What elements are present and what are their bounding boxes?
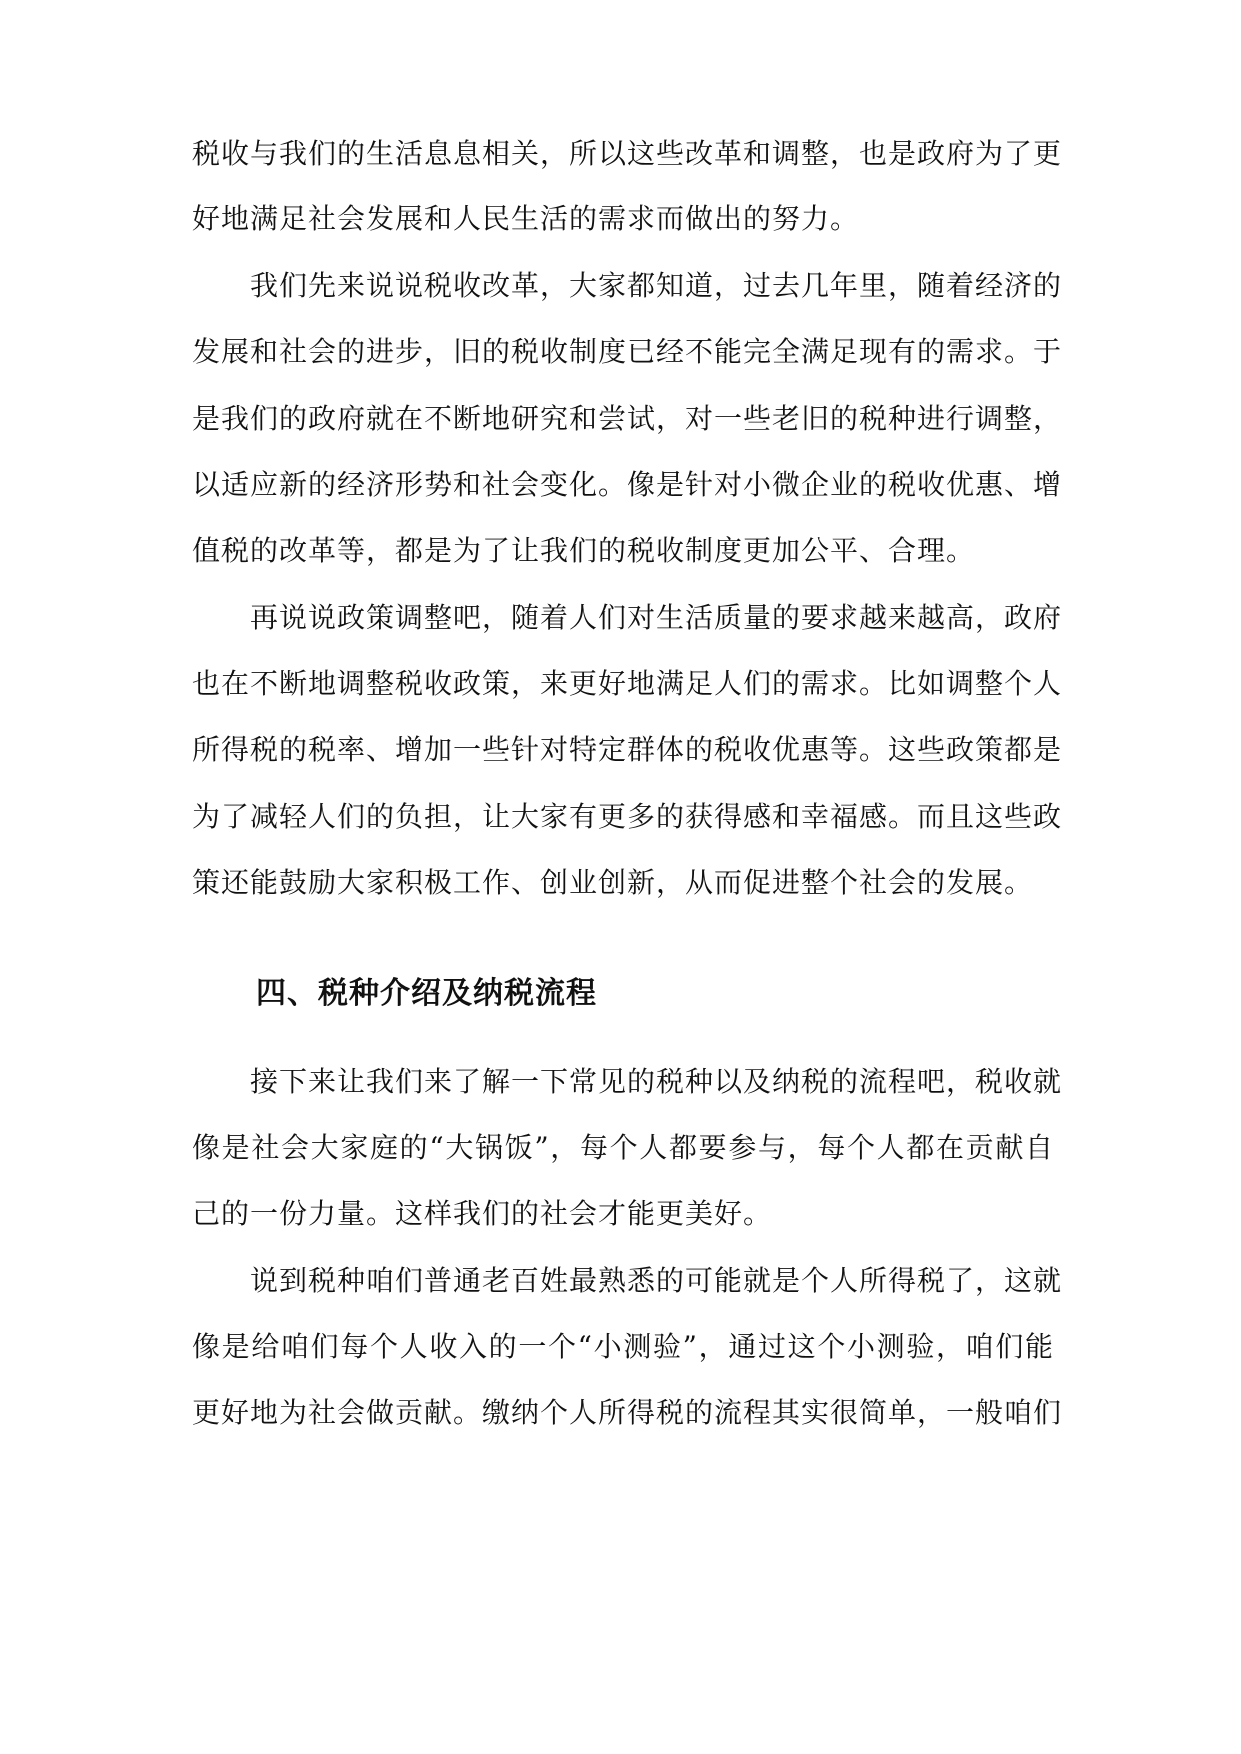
text-line: 己的一份力量。这样我们的社会才能更美好。 bbox=[192, 1197, 773, 1230]
text-line: 发展和社会的进步，旧的税收制度已经不能完全满足现有的需求。于 bbox=[192, 335, 1063, 368]
text-line: 像是给咱们每个人收入的一个“小测验”，通过这个小测验，咱们能 bbox=[192, 1330, 1054, 1363]
text-line: 像是社会大家庭的“大锅饭”，每个人都要参与，每个人都在贡献自 bbox=[192, 1131, 1054, 1164]
text-line: 以适应新的经济形势和社会变化。像是针对小微企业的税收优惠、增 bbox=[192, 468, 1063, 501]
text-line: 好地满足社会发展和人民生活的需求而做出的努力。 bbox=[192, 202, 860, 235]
text-line: 税收与我们的生活息息相关，所以这些改革和调整，也是政府为了更 bbox=[192, 137, 1063, 170]
paragraph-first-line: 我们先来说说税收改革，大家都知道，过去几年里，随着经济的 bbox=[250, 269, 1063, 302]
text-line: 更好地为社会做贡献。缴纳个人所得税的流程其实很简单，一般咱们 bbox=[192, 1396, 1063, 1429]
text-line: 也在不断地调整税收政策，来更好地满足人们的需求。比如调整个人 bbox=[192, 667, 1063, 700]
paragraph-first-line: 再说说政策调整吧，随着人们对生活质量的要求越来越高，政府 bbox=[250, 601, 1063, 634]
paragraph-first-line: 接下来让我们来了解一下常见的税种以及纳税的流程吧，税收就 bbox=[250, 1065, 1063, 1098]
text-line: 是我们的政府就在不断地研究和尝试，对一些老旧的税种进行调整， bbox=[192, 402, 1063, 435]
paragraph-first-line: 说到税种咱们普通老百姓最熟悉的可能就是个人所得税了，这就 bbox=[250, 1264, 1063, 1297]
text-line: 策还能鼓励大家积极工作、创业创新，从而促进整个社会的发展。 bbox=[192, 866, 1034, 899]
text-line: 为了减轻人们的负担，让大家有更多的获得感和幸福感。而且这些政 bbox=[192, 800, 1063, 833]
section-heading: 四、税种介绍及纳税流程 bbox=[256, 976, 597, 1011]
text-line: 所得税的税率、增加一些针对特定群体的税收优惠等。这些政策都是 bbox=[192, 733, 1063, 766]
text-line: 值税的改革等，都是为了让我们的税收制度更加公平、合理。 bbox=[192, 534, 976, 567]
